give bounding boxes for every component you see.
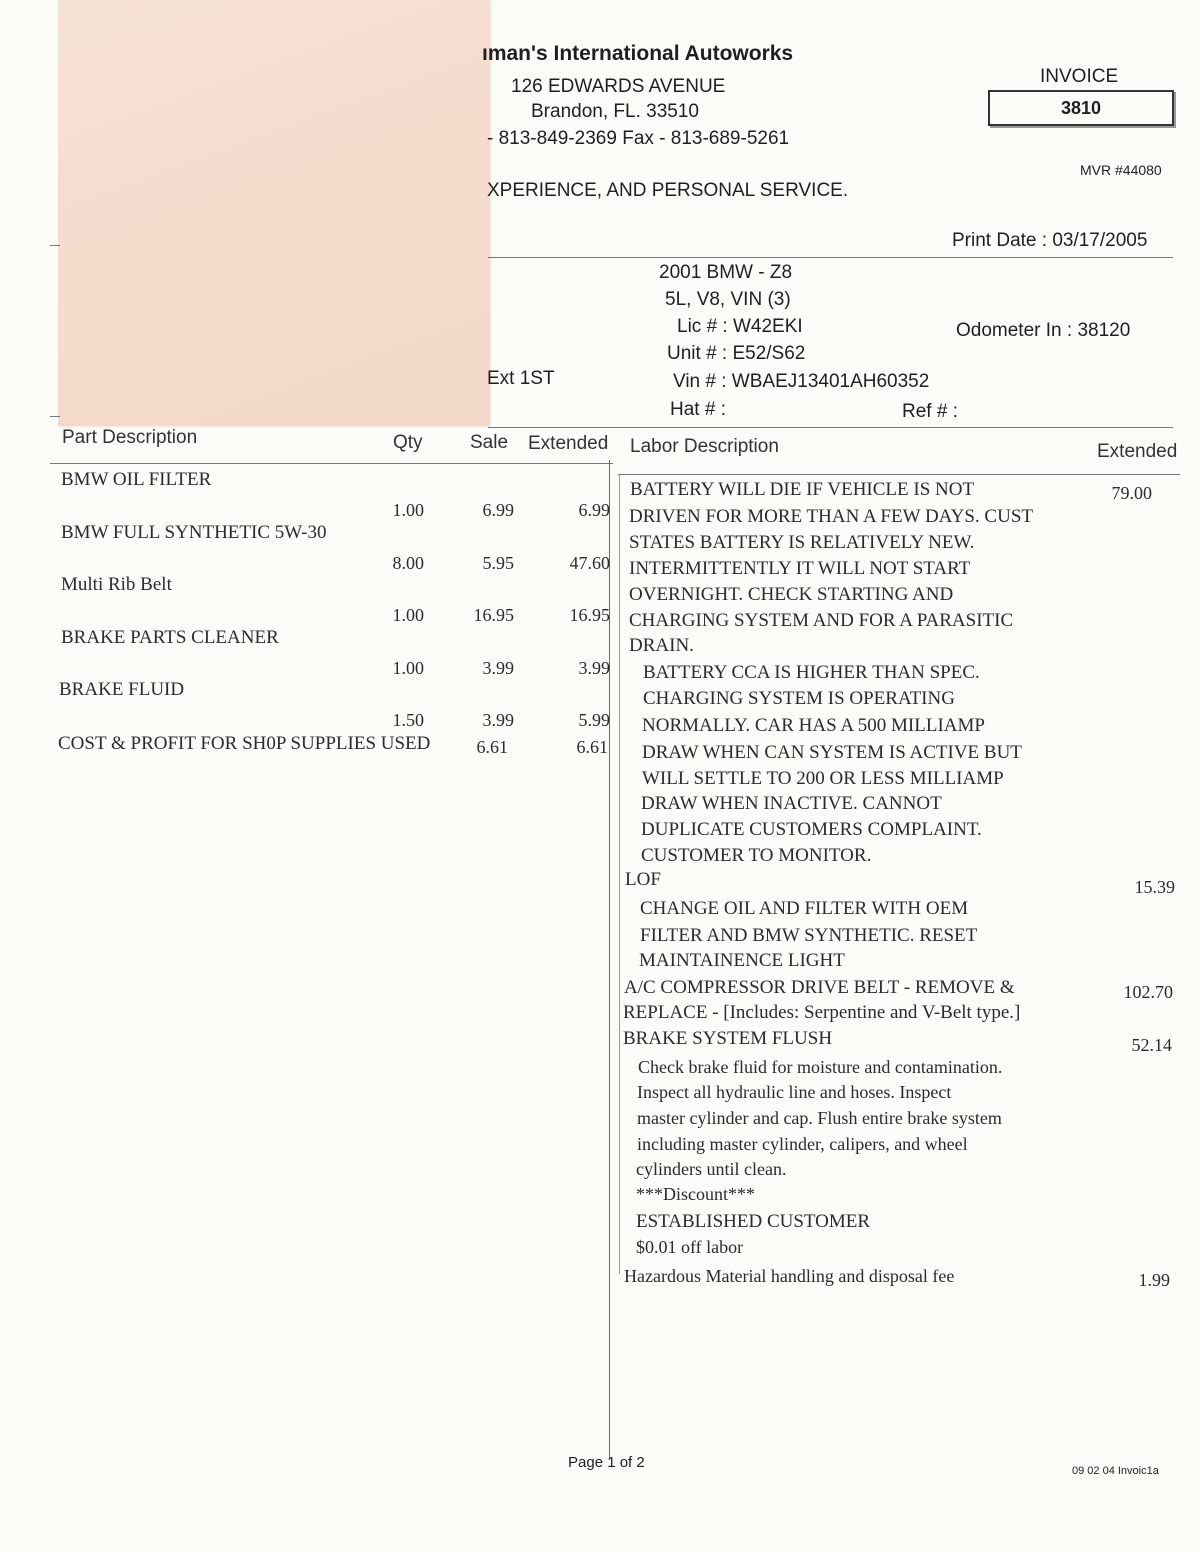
part-extended: 47.60 [569,553,610,573]
sticky-note [58,0,490,426]
vehicle-engine: 5L, V8, VIN (3) [665,289,791,310]
labor-line: ***Discount*** [636,1184,755,1204]
labor-line: Check brake fluid for moisture and contamination. [638,1057,1003,1077]
labor-line: REPLACE - [Includes: Serpentine and V-Belt type.] [623,1002,1021,1023]
labor-line: A/C COMPRESSOR DRIVE BELT - REMOVE & [624,977,1015,998]
labor-line: MAINTAINENCE LIGHT [639,950,845,971]
vehicle-ref: Ref # : [902,401,958,422]
labor-line: DRAW WHEN INACTIVE. CANNOT [641,793,942,814]
labor-line: NORMALLY. CAR HAS A 500 MILLIAMP [642,715,985,736]
vehicle-model: 2001 BMW - Z8 [659,262,793,283]
labor-line: LOF [625,869,661,890]
part-name: BRAKE FLUID [59,679,185,700]
labor-line: WILL SETTLE TO 200 OR LESS MILLIAMP [642,768,1004,789]
company-address: 126 EDWARDS AVENUE [511,76,726,97]
header-divider-left [50,245,60,246]
company-name: ıman's International Autoworks [482,42,794,65]
labor-line: BRAKE SYSTEM FLUSH [623,1028,833,1049]
vehicle-divider-left [50,416,60,417]
header-divider [488,257,1173,258]
col-labor-extended: Extended [1097,441,1178,462]
labor-line: DRAW WHEN CAN SYSTEM IS ACTIVE BUT [642,742,1022,763]
labor-amount: 102.70 [1123,982,1173,1002]
vehicle-license: Lic # : W42EKI [677,316,803,337]
part-qty: 1.00 [392,658,424,678]
company-city: Brandon, FL. 33510 [531,101,699,122]
print-date: Print Date : 03/17/2005 [952,230,1148,251]
col-part-description: Part Description [62,427,198,448]
part-extended: 16.95 [569,605,610,625]
labor-line: $0.01 off labor [636,1237,744,1257]
labor-amount: 79.00 [1111,483,1152,503]
labor-line: including master cylinder, calipers, and wheel [637,1134,968,1154]
part-extended: 5.99 [578,710,610,730]
form-code: 09 02 04 Invoic1a [1072,1465,1159,1477]
labor-line: CHARGING SYSTEM AND FOR A PARASITIC [629,610,1014,631]
labor-line: DRIVEN FOR MORE THAN A FEW DAYS. CUST [629,506,1033,527]
odometer-in: Odometer In : 38120 [956,320,1131,341]
labor-line: BATTERY CCA IS HIGHER THAN SPEC. [643,662,980,683]
parts-header-rule [50,463,613,464]
labor-line: Hazardous Material handling and disposal fee [624,1266,955,1286]
part-sale: 3.99 [482,658,514,678]
labor-line: CUSTOMER TO MONITOR. [641,845,872,866]
vehicle-divider [488,427,1173,428]
part-qty: 1.00 [392,605,424,625]
labor-line: STATES BATTERY IS RELATIVELY NEW. [629,532,975,553]
vehicle-vin: Vin # : WBAEJ13401AH60352 [673,371,930,392]
labor-line: master cylinder and cap. Flush entire brake system [637,1108,1002,1128]
labor-column-edge [619,474,620,1274]
labor-line: FILTER AND BMW SYNTHETIC. RESET [640,925,978,946]
labor-line: DRAIN. [629,635,694,656]
labor-line: Inspect all hydraulic line and hoses. Inspect [637,1082,952,1102]
part-sale: 16.95 [473,605,514,625]
labor-line: CHANGE OIL AND FILTER WITH OEM [640,898,969,919]
part-qty: 1.50 [392,710,424,730]
page-number: Page 1 of 2 [568,1454,645,1471]
labor-line: cylinders until clean. [636,1159,787,1179]
labor-line: BATTERY WILL DIE IF VEHICLE IS NOT [630,479,975,500]
part-qty: 1.00 [392,500,424,520]
shop-supplies-sale: 6.61 [476,737,508,757]
company-phone-fax: - 813-849-2369 Fax - 813-689-5261 [487,128,790,149]
labor-line: ESTABLISHED CUSTOMER [636,1211,871,1232]
shop-supplies-name: COST & PROFIT FOR SH0P SUPPLIES USED [58,733,431,754]
customer-ext: Ext 1ST [487,368,555,389]
company-slogan: XPERIENCE, AND PERSONAL SERVICE. [487,180,849,201]
part-name: BMW FULL SYNTHETIC 5W-30 [61,522,327,543]
col-sale: Sale [470,432,509,453]
col-extended: Extended [528,433,609,454]
part-name: BMW OIL FILTER [61,469,212,490]
labor-line: OVERNIGHT. CHECK STARTING AND [629,584,954,605]
labor-header-rule [618,474,1180,475]
part-qty: 8.00 [392,553,424,573]
part-extended: 6.99 [578,500,610,520]
vehicle-hat: Hat # : [670,399,726,420]
part-sale: 3.99 [482,710,514,730]
part-name: BRAKE PARTS CLEANER [61,627,279,648]
col-qty: Qty [393,432,423,453]
labor-line: INTERMITTENTLY IT WILL NOT START [629,558,971,579]
labor-amount: 15.39 [1134,877,1175,897]
invoice-label: INVOICE [1040,66,1119,87]
labor-line: DUPLICATE CUSTOMERS COMPLAINT. [641,819,982,840]
shop-supplies-extended: 6.61 [576,737,608,757]
part-extended: 3.99 [578,658,610,678]
vehicle-unit: Unit # : E52/S62 [667,343,806,364]
part-sale: 6.99 [482,500,514,520]
mvr-number: MVR #44080 [1080,162,1162,178]
labor-amount: 1.99 [1138,1270,1170,1290]
labor-line: CHARGING SYSTEM IS OPERATING [643,688,955,709]
invoice-number: 3810 [988,90,1174,126]
part-sale: 5.95 [482,553,514,573]
labor-amount: 52.14 [1131,1035,1172,1055]
col-labor-description: Labor Description [630,436,779,457]
part-name: Multi Rib Belt [61,574,172,595]
